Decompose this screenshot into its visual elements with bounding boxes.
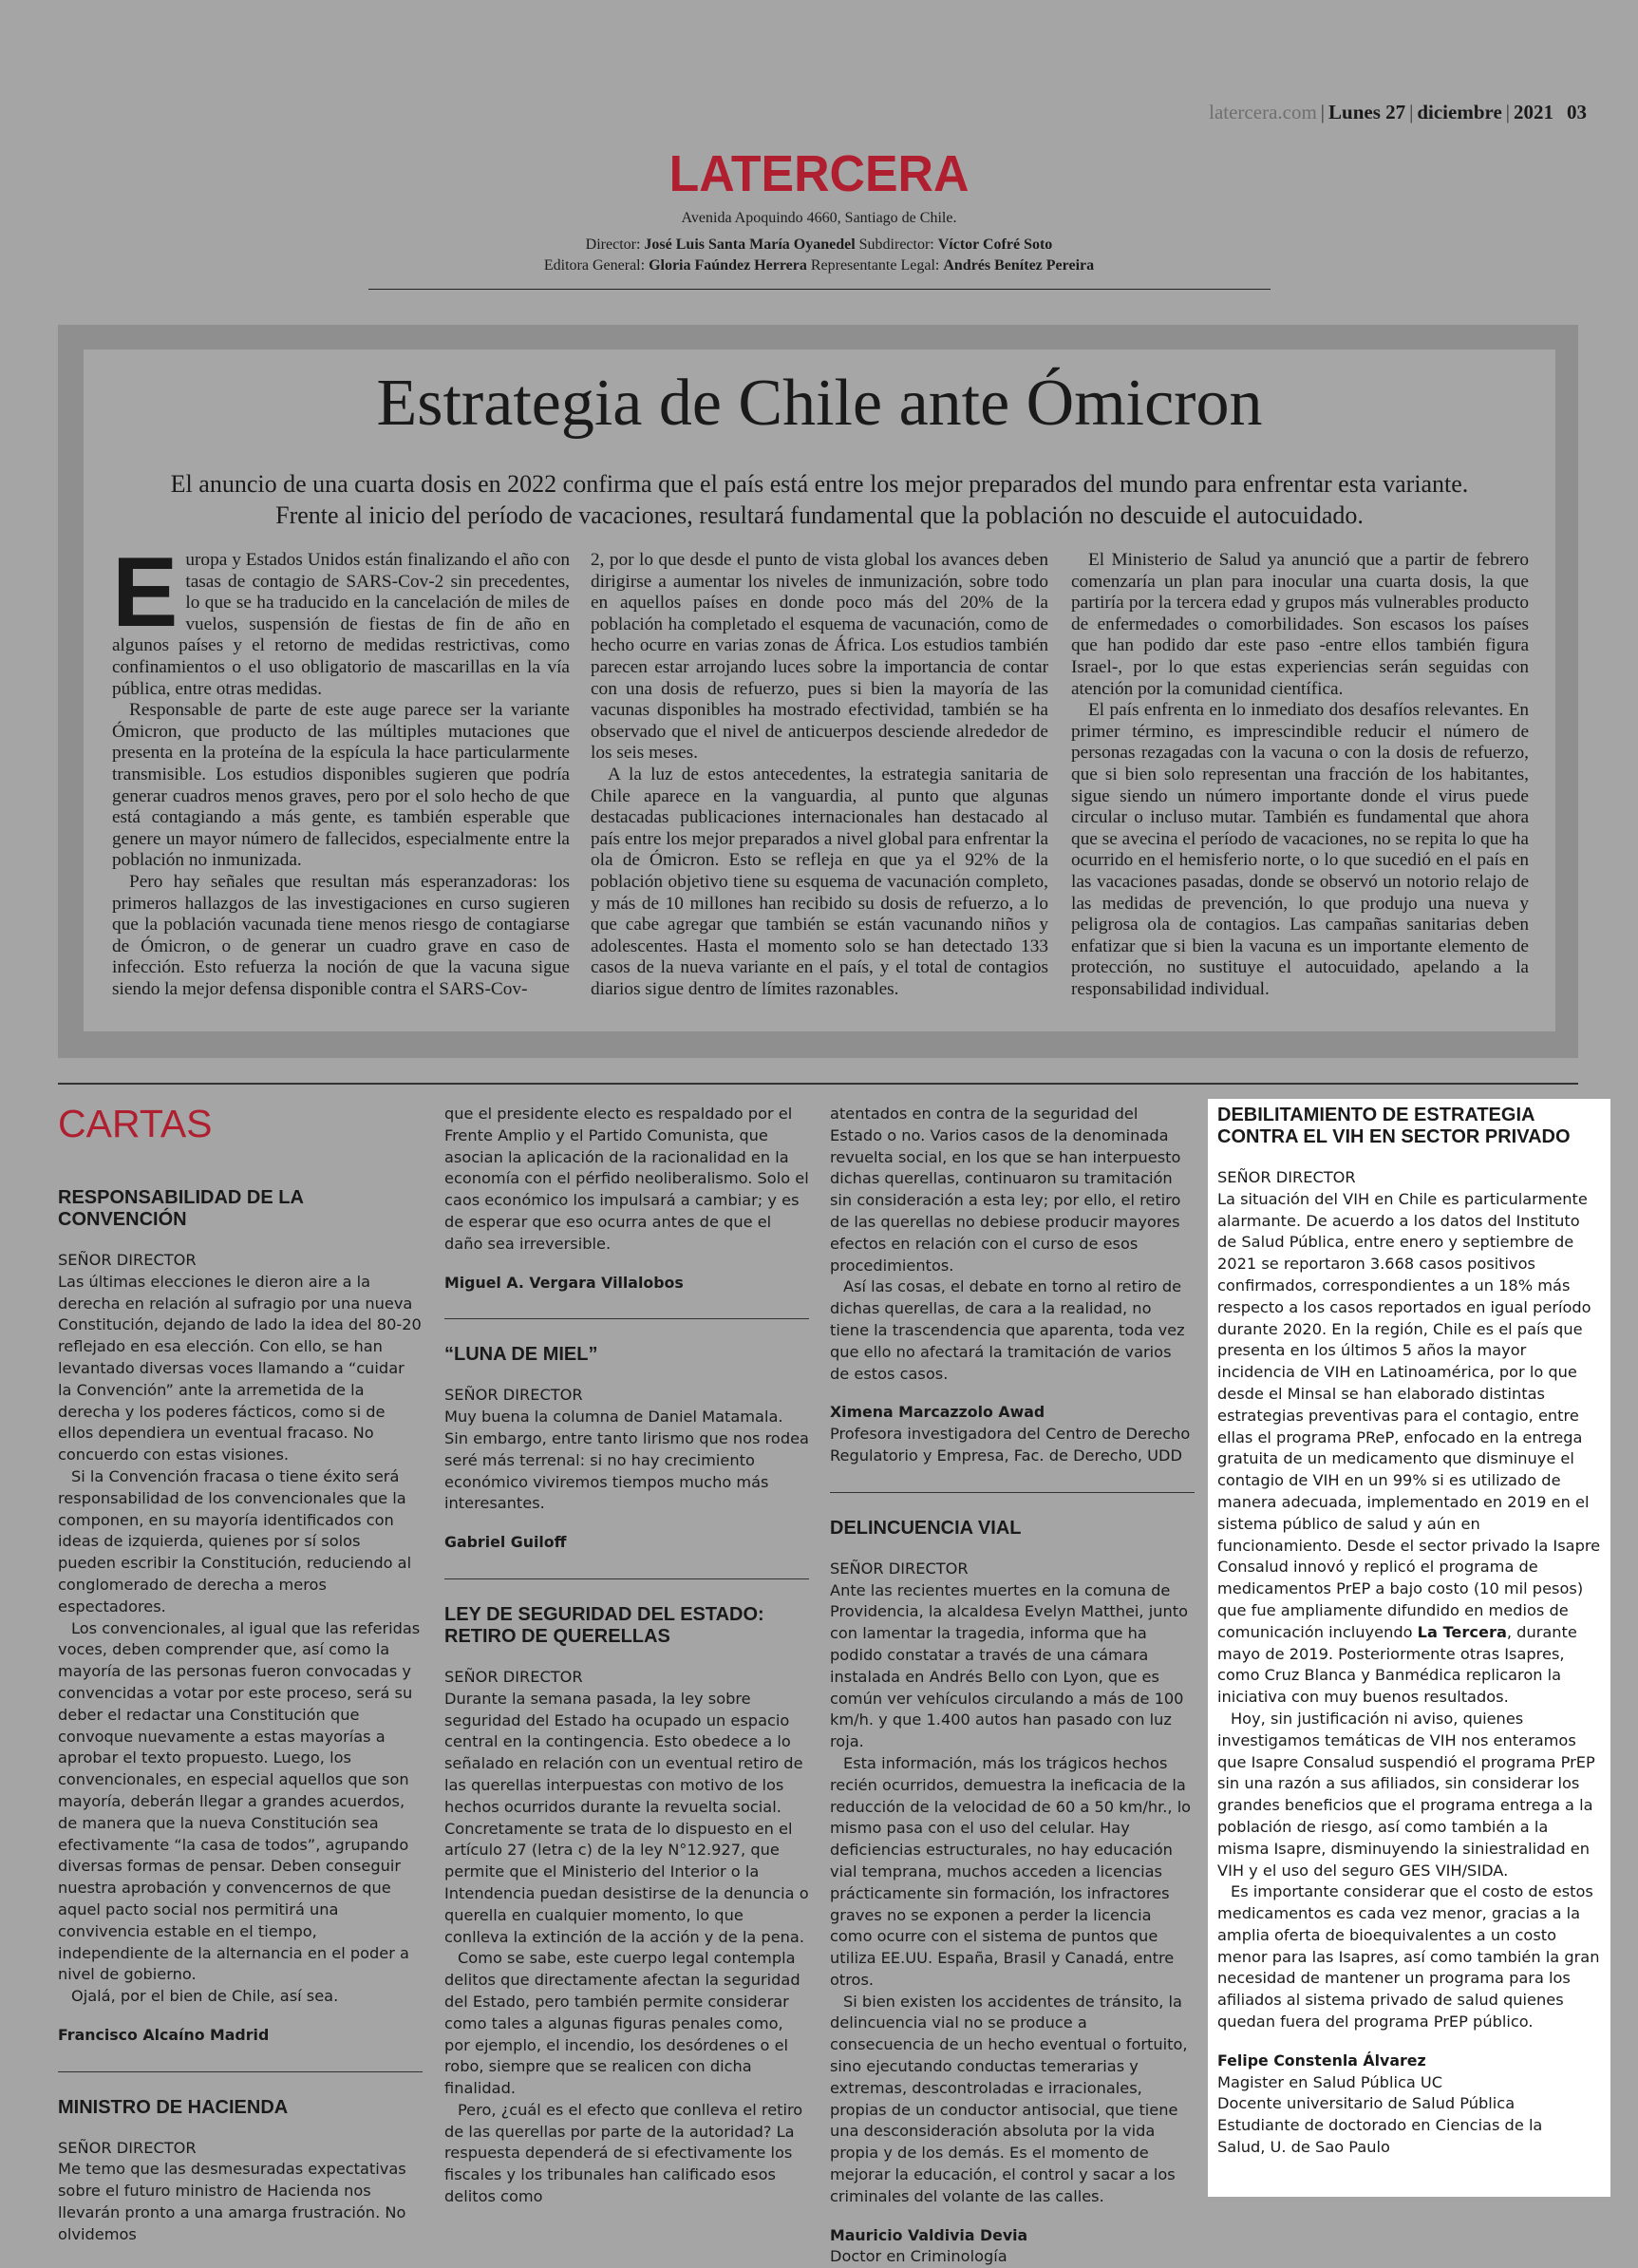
letter-paragraph: Es importante considerar que el costo de estos medicamentos es cada vez menor, gracias a la amplia oferta de bioequivalentes a un costo menor para las Isapres, así como también la gran necesidad de mantener un programa para los afiliados al sistema privado de salud quienes quedan fuera del programa PrEP público. — [1217, 1882, 1600, 2032]
letter-divider — [58, 2071, 423, 2072]
editora-label: Editora General: — [543, 257, 646, 274]
masthead-divider — [368, 289, 1271, 290]
letter-paragraph: Me temo que las desmesuradas expectativas sobre el futuro ministro de Hacienda nos llevarán pronto a una amarga frustración. No olvidemos — [58, 2160, 406, 2243]
section-divider — [58, 1083, 1578, 1085]
letters-column-1 — [58, 1187, 423, 2246]
page-number: 03 — [1567, 101, 1587, 123]
letter-paragraph: Durante la semana pasada, la ley sobre seguridad del Estado ha ocupado un espacio central en la contingencia. Esto obedece a lo señalado en relación con un eventual retiro de las querellas interpuestas con motivo de los hechos ocurridos durante la revuelta social. Concretamente se trata de lo dispuesto en el artículo 27 (letra c) de la ley N°12.927, que permite que el Ministerio del Interior o la Intendencia puedan desistirse de la denuncia o querella en cualquier momento, lo que conlleva la extinción de la acción y de la pena. — [444, 1689, 809, 1946]
salutation: SEÑOR DIRECTOR — [58, 1251, 197, 1269]
letter-title: “LUNA DE MIEL” — [444, 1344, 598, 1366]
folio-month: diciembre — [1417, 101, 1502, 123]
letter-divider — [830, 1492, 1195, 1493]
letter-paragraph: Si la Convención fracasa o tiene éxito será responsabilidad de los convencionales que la componen, en su mayoría identificados con ideas de izquierda, quienes por sí solos pueden escribir la Constitución, reduciendo al conglomerado de derecha a meros espectadores. — [58, 1466, 412, 1616]
editorial-subtitle: El anuncio de una cuarta dosis en 2022 confirma que el país está entre los mejor preparados del mundo para enfrentar esta variante. Frente al inicio del período de vacaciones, resultará fundamental que la población no descuide el autocuidado. — [170, 470, 1469, 529]
director-name: José Luis Santa María Oyanedel — [644, 236, 856, 253]
editorial-paragraph: El Ministerio de Salud ya anunció que a partir de febrero comenzaría un plan para inocular una cuarta dosis, la que partiría por la tercera edad y grupos más vulnerables producto de enfermedades o comorbilidades. Son escasos los países que han podido dar este paso -entre ellos también figura Israel-, por lo que estas experiencias serán seguidas con atención por la comunidad científica. — [1071, 550, 1529, 699]
letter-paragraph: atentados en contra de la seguridad del Estado o no. Varios casos de la denominada revuelta social, en los que se han interpuesto dichas querellas, continuaron su tramitación sin consideración a esta ley; por ello, el retiro de las querellas no debiese producir mayores efectos en relación con el curso de esos procedimientos. — [830, 1105, 1181, 1275]
letter-affiliation: Salud, U. de Sao Paulo — [1217, 2138, 1390, 2157]
salutation: SEÑOR DIRECTOR — [58, 2138, 197, 2157]
masthead-staff-line-1 — [0, 236, 1638, 254]
letter-text: , durante mayo de 2019. Posteriormente otras Isapres, como Cruz Blanca y Banmédica replicaron la iniciativa con muy buenos resultados. — [1217, 1622, 1577, 1707]
editorial-paragraph: A la luz de estos antecedentes, la estrategia sanitaria de Chile aparece en la vanguardia, al punto que algunas destacadas publicaciones internacionales han destacado al país entre los mejor preparados a nivel global para enfrentar la ola de Ómicron. Esto se refleja en que ya el 92% de la población objetivo tiene su esquema de vacunación completo, y más de 10 millones han recibido su dosis de refuerzo, a lo que cabe agregar que también se están vacunando niños y adolescentes. Hasta el momento solo se han detectado 133 casos de la nueva variante en el país, y el total de contagios diarios sigue dentro de límites razonables. — [591, 764, 1048, 999]
editorial-paragraph: Pero hay señales que resultan más esperanzadoras: los primeros hallazgos de las investigaciones en curso sugieren que la población vacunada tiene menos riesgo de contagiarse de Ómicron, o de generar un cuadro grave en caso de infección. Esto refuerza la noción de que la vacuna sigue siendo la mejor defensa disponible contra el SARS-Cov- — [112, 871, 570, 999]
letter-title: RESPONSABILIDAD DE LA CONVENCIÓN — [58, 1187, 304, 1230]
editorial-column-2 — [591, 550, 1048, 1000]
representante-label: Representante Legal: — [810, 257, 940, 274]
letter-paragraph: Ojalá, por el bien de Chile, así sea. — [71, 1987, 339, 2006]
editorial-paragraph: El país enfrenta en lo inmediato dos desafíos relevantes. En primer término, es imprescindible reducir el número de personas rezagadas con la vacuna o con la dosis de refuerzo, que si bien solo representan una fracción de los habitantes, sigue siendo un número importante donde el virus puede circular o incluso mutar. También es fundamental que ahora que se avecina el período de vacaciones, no se repita lo que ha ocurrido en el hemisferio norte, o lo que sucedió en el país en las vacaciones pasadas, donde se observó un notorio relajo de las medidas de prevención, lo que produjo una nueva y peligrosa ola de contagios. Las campañas sanitarias deben enfatizar que si bien la vacuna es un importante elemento de protección, no sustituye el autocuidado, apelando a la responsabilidad individual. — [1071, 700, 1529, 999]
letter-paragraph: Ante las recientes muertes en la comuna de Providencia, la alcaldesa Evelyn Matthei, junto con lamentar la tragedia, informa que ha podido constatar a través de una cámara instalada en Andrés Bello con Lyon, que es común ver vehículos circulando a más de 100 km/h. y que 1.400 autos han pasado con luz roja. — [830, 1580, 1188, 1751]
letter-paragraph — [1217, 1189, 1602, 1709]
letter-text: La situación del VIH en Chile es particularmente alarmante. De acuerdo a los datos del Instituto de Salud Pública, entre enero y septiembre de 2021 se reportaron 3.668 casos positivos confirmados, correspondientes a un 18% más respecto a los casos reportados en igual período durante 2020. En la región, Chile es el país que presenta en los últimos 5 años la mayor incidencia de VIH en Latinoamérica, por lo que desde el Minsal se han elaborado distintas estrategias preventivas para el contagio, entre ellas el programa PReP, enfocado en la entrega gratuita de un medicamento que disminuye el contagio de VIH en un 99% si es utilizado de manera adecuada, implementado en 2019 en el sistema público de salud y aún en funcionamiento. Desde el sector privado la Isapre Consalud innovó y replicó el programa de medicamentos PrEP a bajo costo (10 mil pesos) que fue ampliamente difundido en medios de comunicación incluyendo — [1217, 1189, 1601, 1641]
letter-title: DEBILITAMIENTO DE ESTRATEGIA CONTRA EL VIH EN SECTOR PRIVADO — [1217, 1105, 1571, 1147]
letters-column-2 — [444, 1104, 809, 2208]
letter-paragraph: Pero, ¿cuál es el efecto que conlleva el retiro de las querellas por parte de la autoridad? La respuesta dependerá de si efectivamente los fiscales y los tribunales han calificado esos delitos como — [444, 2100, 803, 2206]
subdirector-name: Víctor Cofré Soto — [937, 236, 1053, 253]
masthead-staff-line-2 — [0, 257, 1638, 274]
letter-affiliation: Doctor en Criminología — [830, 2247, 1007, 2266]
subdirector-label: Subdirector: — [858, 236, 934, 253]
letter-paragraph: Así las cosas, el debate en torno al retiro de dichas querellas, de cara a la realidad, no tiene la trascendencia que aparenta, toda vez que ello no afectará la tramitación de varios de estos casos. — [830, 1277, 1185, 1383]
letter-paragraph: Como se sabe, este cuerpo legal contempla delitos que directamente afectan la seguridad del Estado, pero también permite considerar como tales a algunas figuras penales como, por ejemplo, el incendio, los desórdenes o el robo, siempre que se realicen con dicha finalidad. — [444, 1949, 800, 2098]
letter-divider — [444, 1318, 809, 1319]
editorial-paragraph: uropa y Estados Unidos están finalizando el año con tasas de contagio de SARS-Cov-2 sin precedentes, lo que se ha traducido en la cancelación de miles de vuelos, suspensión de fiestas de fin de año en algunos países y el retorno de medidas restrictivas, como confinamientos o el uso obligatorio de mascarillas en la vía pública, entre otras medidas. — [112, 550, 570, 699]
letter-title: LEY DE SEGURIDAD DEL ESTADO: RETIRO DE QUERELLAS — [444, 1603, 764, 1647]
masthead-address: Avenida Apoquindo 4660, Santiago de Chile. — [681, 210, 957, 226]
cartas-section-title: CARTAS — [58, 1102, 213, 1145]
representante-name: Andrés Benítez Pereira — [943, 257, 1095, 274]
letter-paragraph: Muy buena la columna de Daniel Matamala. Sin embargo, entre tanto lirismo que nos rodea seré más terrenal: si no hay crecimiento económico viviremos tiempos mucho más interesantes. — [444, 1408, 809, 1513]
letter-paragraph: Los convencionales, al igual que las referidas voces, deben comprender que, así como la mayoría de las personas fueron convocadas y convencidas a votar por este proceso, será su deber el redactar una Constitución que convoque nuevamente a estas mayorías a aprobar el texto propuesto. Luego, los convencionales, en especial aquellos que son mayoría, deberán llegar a grandes acuerdos, de manera que la nueva Constitución sea efectivamente “la casa de todos”, agrupando diversas formas de pensar. Deben conseguir nuestra aprobación y convencernos de que aquel pacto social nos permitirá una convivencia estable en el tiempo, independiente de la alternancia en el poder a nivel de gobierno. — [58, 1618, 421, 1984]
newspaper-logo: LATERCERA — [668, 145, 970, 202]
salutation: SEÑOR DIRECTOR — [830, 1559, 969, 1578]
letter-paragraph: Si bien existen los accidentes de tránsito, la delincuencia vial no se produce a consecuencia de un hecho eventual o fortuito, sino ejecutando conductas temerarias y extremas, descontroladas e irracionales, propias de un conductor antisocial, que tiene una desconsideración absoluta por la vida propia y de los demás. Es el momento de mejorar la educación, el control y sacar a los criminales del volante de las calles. — [830, 1992, 1188, 2205]
editorial-column-1 — [112, 538, 570, 1000]
salutation: SEÑOR DIRECTOR — [444, 1386, 583, 1405]
letters-column-3 — [830, 1104, 1195, 2268]
letter-signature: Mauricio Valdivia Devia — [830, 2225, 1028, 2244]
salutation: SEÑOR DIRECTOR — [1217, 1168, 1356, 1186]
letter-paragraph: Hoy, sin justificación ni aviso, quienes investigamos temáticas de VIH nos enteramos que Isapre Consalud suspendió el programa PrEP sin una razón a sus afiliados, sin considerar los grandes beneficios que el programa entrega a la población de riesgo, así como también a la misma Isapre, disminuyendo la siniestralidad en VIH y el uso del seguro GES VIH/SIDA. — [1217, 1709, 1595, 1880]
letter-title: MINISTRO DE HACIENDA — [58, 2096, 289, 2118]
letter-affiliation: Magister en Salud Pública UC — [1217, 2072, 1443, 2091]
director-label: Director: — [585, 236, 641, 253]
letter-signature: Felipe Constenla Álvarez — [1217, 2051, 1426, 2070]
salutation: SEÑOR DIRECTOR — [444, 1667, 583, 1686]
page-folio: latercera.com | Lunes 27 | diciembre | 2021 03 — [1209, 101, 1587, 123]
letters-column-4 — [1217, 1105, 1602, 2159]
editora-name: Gloria Faúndez Herrera — [649, 257, 807, 274]
letter-signature: Miguel A. Vergara Villalobos — [444, 1273, 684, 1292]
letter-affiliation: Docente universitario de Salud Pública — [1217, 2094, 1516, 2113]
letter-affiliation: Estudiante de doctorado en Ciencias de la — [1217, 2116, 1543, 2135]
letter-divider — [444, 1578, 809, 1579]
folio-year: 2021 — [1514, 101, 1553, 123]
folio-day: Lunes 27 — [1328, 101, 1406, 123]
editorial-paragraph: Responsable de parte de este auge parece ser la variante Ómicron, que producto de las múltiples mutaciones que presenta en la proteína de la espícula la hace particularmente transmisible. Los estudios disponibles sugieren que podría generar cuadros menos graves, pero por el solo hecho de que está contagiando a más gente, es también esperable que genere un mayor número de fallecidos, especialmente entre la población no inmunizada. — [112, 700, 570, 871]
letter-paragraph: Esta información, más los trágicos hechos recién ocurridos, demuestra la ineficacia de la reducción de la velocidad de 60 a 50 km/hr., lo mismo pasa con el uso del celular. Hay deficiencias estructurales, no hay educación vial temprana, muchos acceden a licencias prácticamente sin formación, los infractores graves no se exponen a perder la licencia como ocurre con el sistema de puntos que utiliza EE.UU. España, Brasil y Canadá, entre otros. — [830, 1753, 1192, 1989]
letter-affiliation: Profesora investigadora del Centro de Derecho Regulatorio y Empresa, Fac. de Derecho, UDD — [830, 1425, 1191, 1465]
letter-signature: Francisco Alcaíno Madrid — [58, 2025, 270, 2044]
letter-title: DELINCUENCIA VIAL — [830, 1517, 1022, 1539]
letter-paragraph: que el presidente electo es respaldado por el Frente Amplio y el Partido Comunista, que asocian la aplicación de la racionalidad en la economía con el pérfido neoliberalismo. Solo el caos económico los impulsará a cambiar; y es de esperar que eso ocurra antes de que el daño sea irreversible. — [444, 1105, 809, 1253]
editorial-title: Estrategia de Chile ante Ómicron — [376, 367, 1263, 440]
newspaper-mention: La Tercera — [1417, 1622, 1507, 1641]
letter-signature: Ximena Marcazzolo Awad — [830, 1403, 1045, 1422]
editorial-paragraph: 2, por lo que desde el punto de vista global los avances deben dirigirse a aumentar los niveles de inmunización, sobre todo en aquellos países en donde poco más del 20% de la población ha completado el esquema de vacunación, como de hecho ocurre en varias zonas de África. Los estudios también parecen estar arrojando luces sobre la importancia de contar con una dosis de refuerzo, pues si bien la mayoría de las vacunas disponibles ha mostrado efectividad, también se ha observado que el nivel de anticuerpos desciende alrededor de los seis meses. — [591, 550, 1048, 764]
site-url[interactable]: latercera.com — [1209, 101, 1317, 123]
drop-cap: E — [112, 538, 179, 648]
letter-signature: Gabriel Guiloff — [444, 1533, 567, 1552]
editorial-column-3 — [1071, 550, 1529, 1000]
letter-paragraph: Las últimas elecciones le dieron aire a la derecha en relación al sufragio por una nueva Constitución, dejando de lado la idea del 80-20 reflejado en esa elección. Con ello, se han levantado diversas voces llamando a “cuidar la Convención” ante la arremetida de la derecha y los poderes fácticos, como si de ellos dependiera un eventual fracaso. No concuerdo con estas visiones. — [58, 1272, 422, 1465]
